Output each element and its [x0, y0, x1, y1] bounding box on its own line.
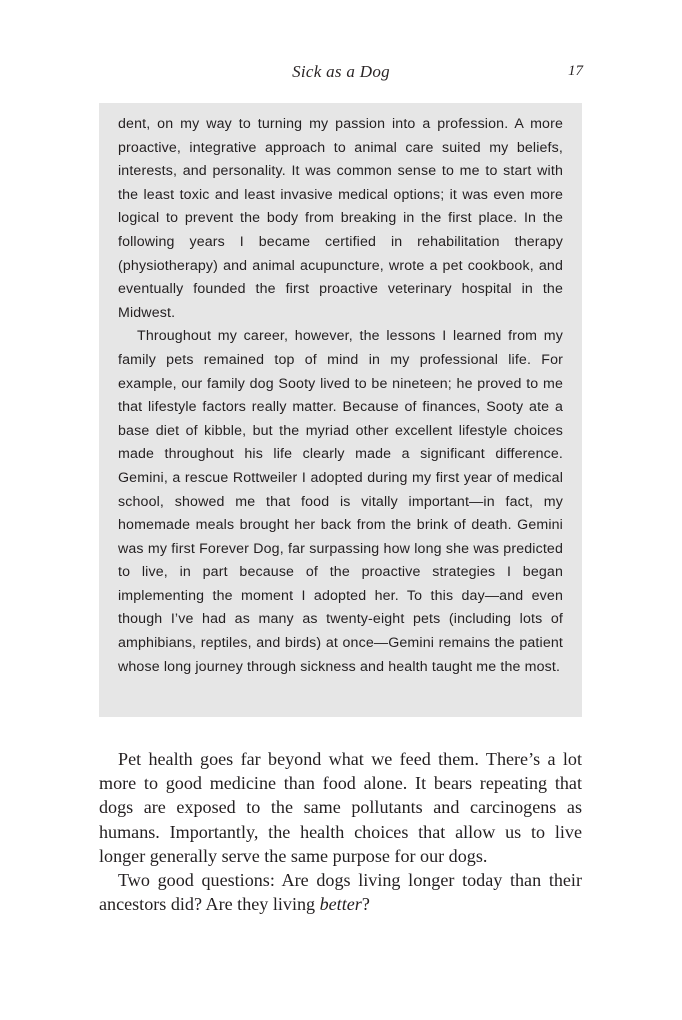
- sidebar-box: [99, 103, 582, 717]
- emphasized-word: better: [319, 894, 362, 915]
- body-paragraph-end: ?: [361, 894, 370, 915]
- body-paragraph: [99, 868, 582, 916]
- sidebar-paragraph: Throughout my career, however, the lessons I learned from my family pets remained top of mind in my professional life. For example, our family dog Sooty lived to be nineteen; he proved to me that lifestyle factors really matter. Because of finances, Sooty ate a base diet of kibble, but the myriad other excellent lifestyle choices made throughout his life clearly made a significant difference. Gemini, a rescue Rottweiler I adopted during my first year of medical school, showed me that food is vitally important—in fact, my homemade meals brought her back from the brink of death. Gemini was my first Forever Dog, far surpassing how long she was predicted to live, in part because of the proactive strategies I began implementing the moment I adopted her. To this day—and even though I’ve had as many as twenty-eight pets (including lots of amphibians, reptiles, and birds) at once—Gemini remains the patient whose long journey through sickness and health taught me the most.: [118, 328, 563, 675]
- sidebar-paragraph: dent, on my way to turning my passion into a profession. A more proactive, integrative approach to animal care suited my beliefs, interests, and personality. It was common sense to me to start with the least toxic and least invasive medical options; it was even more logical to prevent the body from breaking in the first place. In the following years I became certified in rehabilitation therapy (physiotherapy) and animal acupuncture, wrote a pet cookbook, and eventually founded the first proactive veterinary hospital in the Midwest.: [118, 116, 563, 321]
- body-paragraph: Pet health goes far beyond what we feed them. There’s a lot more to good medicine than food alone. It bears repeating that dogs are exposed to the same pollutants and carcinogens as humans. Importantly, the health choices that allow us to live longer generally serve the same purpose for our dogs.: [99, 749, 582, 866]
- running-head-title: Sick as a Dog: [292, 62, 390, 81]
- page-number: 17: [568, 63, 583, 79]
- body-text: [99, 747, 582, 916]
- running-head: [99, 62, 583, 88]
- body-paragraph-text: Two good questions: Are dogs living longer today than their ancestors did? Are they living: [99, 870, 582, 915]
